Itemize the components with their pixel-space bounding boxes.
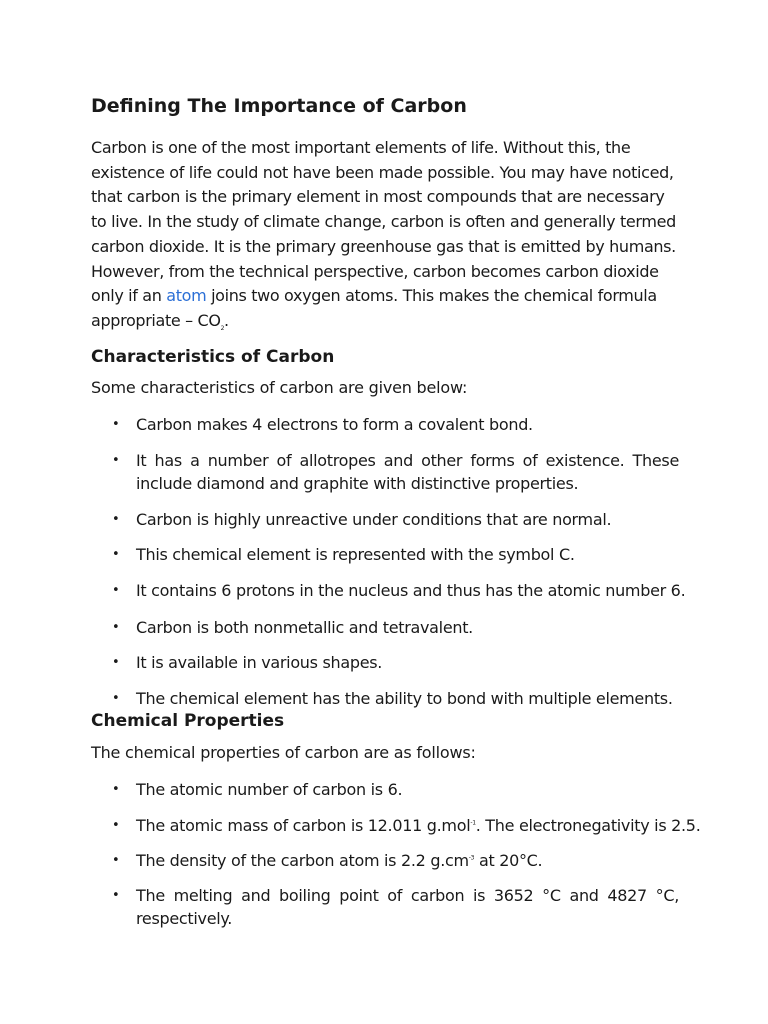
list-item (91, 884, 679, 930)
bullet-icon: • (112, 512, 120, 527)
list-item (91, 579, 686, 602)
intro-text-after-link: joins two oxygen atoms. This makes the chemical formula appropriate – CO (91, 286, 657, 330)
atom-link[interactable]: atom (166, 286, 207, 306)
list-item (91, 814, 701, 837)
list-item-text: Carbon makes 4 electrons to form a covalent bond. (136, 415, 533, 434)
characteristics-heading: Characteristics of Carbon (91, 347, 335, 367)
density-text: The density of the carbon atom is 2.2 g.cm (136, 851, 469, 870)
list-item-text: The melting and boiling point of carbon is 3652 °C and 4827 °C, respectively. (136, 886, 679, 928)
co2-subscript: 2 (220, 325, 225, 333)
bullet-icon: • (112, 620, 120, 635)
intro-text-before-link: Carbon is one of the most important elements of life. Without this, the existence of life could not have been made possible. You may have noticed, that carbon is the primary element in most compounds that are necessary to live. In the study of climate change, carbon is often and generally termed carbon dioxide. It is the primary greenhouse gas that is emitted by humans. However, from the technical perspective, carbon becomes carbon dioxide only if an (91, 138, 676, 306)
page-title: Defining The Importance of Carbon (91, 95, 467, 117)
list-item (91, 543, 679, 566)
bullet-icon: • (112, 583, 120, 598)
characteristics-lead: Some characteristics of carbon are given below: (91, 378, 468, 397)
list-item (91, 413, 679, 436)
list-item-text: It is available in various shapes. (136, 653, 383, 672)
list-item-text (136, 814, 701, 837)
bullet-icon: • (112, 453, 120, 468)
bullet-icon: • (112, 888, 120, 903)
list-item-text (136, 849, 679, 872)
bullet-icon: • (112, 691, 120, 706)
list-item (91, 687, 679, 710)
bullet-icon: • (112, 818, 120, 833)
list-item-text: Carbon is highly unreactive under conditions that are normal. (136, 510, 612, 529)
electronegativity-text: . The electronegativity is 2.5. (475, 816, 701, 835)
list-item-text: It contains 6 protons in the nucleus and thus has the atomic number 6. (136, 581, 686, 600)
intro-end: . (224, 310, 229, 330)
bullet-icon: • (112, 417, 120, 432)
list-item-text: It has a number of allotropes and other forms of existence. These include diamond and graphite with distinctive properties. (136, 451, 679, 493)
intro-paragraph (91, 136, 679, 334)
list-item-text: The atomic number of carbon is 6. (136, 780, 403, 799)
bullet-icon: • (112, 547, 120, 562)
chemical-properties-heading: Chemical Properties (91, 711, 285, 731)
list-item (91, 778, 679, 801)
chemical-properties-lead: The chemical properties of carbon are as follows: (91, 743, 476, 762)
atomic-mass-text: The atomic mass of carbon is 12.011 g.mol (136, 816, 471, 835)
density-superscript: -3 (468, 854, 475, 862)
list-item (91, 651, 679, 674)
list-item-text: Carbon is both nonmetallic and tetravalent. (136, 618, 473, 637)
density-temperature-text: at 20°C. (474, 851, 543, 870)
bullet-icon: • (112, 853, 120, 868)
atomic-mass-superscript: -1 (470, 819, 476, 827)
bullet-icon: • (112, 655, 120, 670)
list-item-text: The chemical element has the ability to bond with multiple elements. (136, 689, 673, 708)
list-item (91, 449, 679, 495)
list-item (91, 849, 679, 872)
list-item (91, 508, 679, 531)
bullet-icon: • (112, 782, 120, 797)
list-item (91, 616, 679, 639)
list-item-text: This chemical element is represented with the symbol C. (136, 545, 575, 564)
